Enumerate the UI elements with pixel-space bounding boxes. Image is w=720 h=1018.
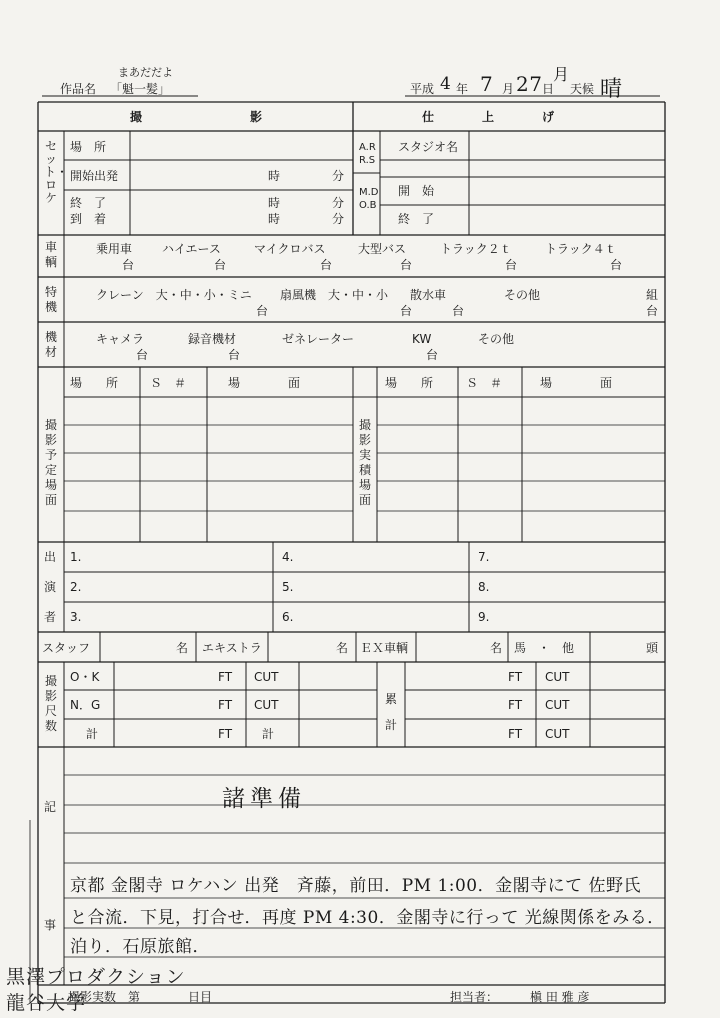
arrive-hour-label: 時 [268, 212, 281, 226]
title-value: 「魁一髪」 [110, 82, 171, 96]
ft-label: FT [508, 670, 523, 684]
cast-number-2: 2. [70, 580, 82, 594]
cast-number-9: 9. [478, 610, 490, 624]
special-set: 組 [646, 288, 659, 302]
vehicle-unit: 台 [214, 258, 227, 272]
cast-number-4: 4. [282, 550, 294, 564]
equipment-sound: 録音機材 [188, 332, 237, 346]
plan-scene-no-header: Ｓ ＃ [150, 376, 187, 390]
end-min-label: 分 [332, 196, 345, 210]
special-water: 散水車 [410, 288, 447, 302]
watermark-line-1: 黒澤プロダクション [6, 966, 186, 988]
cut-label: CUT [545, 670, 570, 684]
equipment-camera: キャメラ [96, 332, 145, 346]
special-unit: 台 [400, 304, 413, 318]
special-unit: 台 [452, 304, 465, 318]
end-label: 終 了 [70, 196, 107, 210]
equipment-generator: ゼネレーター [282, 332, 355, 346]
equipment-kw: KW [412, 332, 432, 346]
manager-name: 槇 田 雅 彦 [530, 990, 590, 1004]
vehicle-unit: 台 [610, 258, 623, 272]
special-fan: 扇風機 大・中・小 [280, 288, 389, 302]
equipment-unit: 台 [136, 348, 149, 362]
vehicle-unit: 台 [320, 258, 333, 272]
cast-side-1: 出 [44, 550, 57, 564]
special-unit: 台 [256, 304, 269, 318]
cast-number-6: 6. [282, 610, 294, 624]
notes-line-1: 京都 金閣寺 ロケハン 出発 斉藤，前田．PM 1:00．金閣寺にて 佐野氏 [70, 876, 642, 896]
place-label: 場 所 [70, 140, 107, 154]
special-crane: クレーン 大・中・小・ミニ [96, 288, 252, 302]
cast-number-7: 7. [478, 550, 490, 564]
equipment-side-label: 機材 [44, 330, 57, 359]
special-unit: 台 [646, 304, 659, 318]
special-side-label: 特機 [44, 285, 57, 314]
vehicle-unit: 台 [400, 258, 413, 272]
cut-label: CUT [545, 727, 570, 741]
cut-label: CUT [545, 698, 570, 712]
notes-side-ki: 記 [44, 800, 57, 814]
ex-vehicle-mei: 名 [490, 641, 503, 655]
weather-label: 天候 [570, 82, 595, 96]
ft-label: FT [508, 727, 523, 741]
vehicle-unit: 台 [505, 258, 518, 272]
manager-label: 担当者： [450, 990, 499, 1004]
vehicle-truck2: トラック２ｔ [440, 242, 512, 256]
title-furigana: まあだだよ [118, 66, 173, 79]
ft-label: FT [218, 727, 233, 741]
year-label: 年 [456, 82, 469, 96]
kei-label: 計 [262, 727, 275, 741]
horse-label: 馬 ・ 他 [514, 641, 575, 655]
equipment-unit: 台 [228, 348, 241, 362]
arrive-min-label: 分 [332, 212, 345, 226]
ar-label: A.R [359, 142, 376, 153]
finish-section-header: 仕 上 げ [422, 110, 555, 124]
depart-label: 開始出発 [70, 169, 119, 183]
equipment-unit: 台 [426, 348, 439, 362]
weather-value: 晴 [600, 77, 623, 102]
cast-side-2: 演 [44, 580, 57, 594]
notes-line-3: 泊り．石原旅館． [70, 937, 210, 957]
staff-mei: 名 [176, 641, 189, 655]
end-hour-label: 時 [268, 196, 281, 210]
ob-label: O.B [359, 200, 377, 211]
rs-label: R.S [359, 155, 376, 166]
plan-scenes-side-label: 撮影予定場面 [44, 418, 57, 507]
cast-side-3: 者 [44, 610, 57, 624]
shoot-section-header: 撮 影 [130, 110, 263, 124]
notes-heading: 諸準備 [222, 786, 306, 812]
finish-end-label: 終 了 [398, 212, 435, 226]
cut-label: CUT [254, 670, 279, 684]
extra-label: エキストラ [202, 641, 262, 655]
ft-label: FT [218, 698, 233, 712]
cast-number-5: 5. [282, 580, 294, 594]
vehicle-hiace: ハイエース [162, 242, 221, 256]
shoot-day-label: 撮影実数 第 日目 [68, 990, 213, 1004]
horse-tou: 頭 [646, 641, 659, 655]
notes-side-ji: 事 [44, 918, 57, 932]
extra-mei: 名 [336, 641, 349, 655]
year-value: 4 [440, 74, 452, 94]
cast-number-1: 1. [70, 550, 82, 564]
weekday-value: 月 [553, 65, 570, 84]
cut-label: CUT [254, 698, 279, 712]
vehicle-bus: 大型バス [358, 242, 407, 256]
era-label: 平成 [410, 82, 435, 96]
title-label: 作品名 [60, 82, 97, 96]
special-other: その他 [504, 288, 541, 302]
vehicle-unit: 台 [122, 258, 135, 272]
finish-start-label: 開 始 [398, 184, 435, 198]
footage-ng: N．G [70, 698, 101, 712]
ft-label: FT [508, 698, 523, 712]
actual-place-header: 場 所 [385, 376, 434, 390]
set-loke-side-label: セット・ロケ [44, 139, 69, 205]
notes-line-2: と合流．下見，打合せ．再度 PM 4:30．金閣寺に行って 光線関係をみる． [70, 908, 665, 928]
depart-min-label: 分 [332, 169, 345, 183]
vehicle-truck4: トラック４ｔ [545, 242, 617, 256]
month-label: 月 [502, 82, 515, 96]
vehicle-microbus: マイクロバス [254, 242, 326, 256]
depart-hour-label: 時 [268, 169, 281, 183]
cast-number-8: 8. [478, 580, 490, 594]
footage-total: 計 [86, 727, 99, 741]
staff-label: スタッフ [42, 641, 91, 655]
day-value: 27 [516, 72, 543, 96]
studio-label: スタジオ名 [398, 140, 459, 154]
plan-scene-header: 場 面 [228, 376, 301, 390]
vehicles-side-label: 車輌 [44, 240, 57, 269]
equipment-other: その他 [478, 332, 515, 346]
actual-scene-header: 場 面 [540, 376, 613, 390]
month-value: 7 [480, 72, 494, 96]
day-label: 日 [542, 82, 555, 96]
vehicle-car: 乗用車 [96, 242, 133, 256]
md-label: M.D [359, 187, 379, 198]
watermark-line-2: 龍谷大学 [6, 992, 87, 1014]
cast-number-3: 3. [70, 610, 82, 624]
ex-vehicle-label: ＥＸ車輌 [360, 641, 409, 655]
plan-place-header: 場 所 [70, 376, 119, 390]
actual-scenes-side-label: 撮影実積場面 [358, 418, 371, 507]
footage-side-label: 撮影尺数 [44, 674, 57, 733]
footage-ok: O・K [70, 670, 100, 684]
cumulative-label: 累計 [384, 692, 397, 732]
actual-scene-no-header: Ｓ ＃ [466, 376, 503, 390]
arrive-label: 到 着 [70, 212, 107, 226]
ft-label: FT [218, 670, 233, 684]
